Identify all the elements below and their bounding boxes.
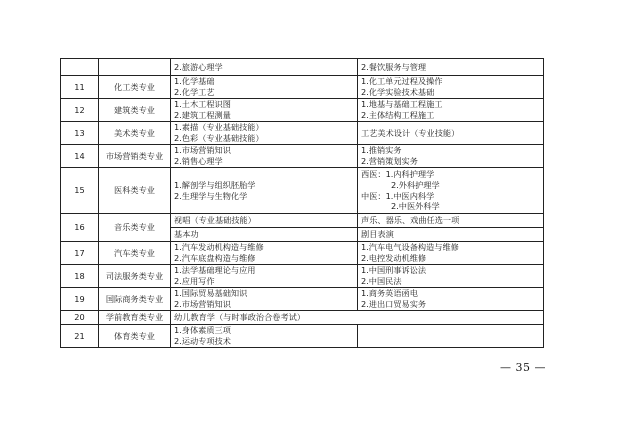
skill-subjects-cell (358, 265, 544, 288)
basic-subjects-cell (171, 168, 358, 214)
skill-subjects-cell (358, 288, 544, 311)
row-number: 18 (61, 265, 99, 288)
skill-subject: 2.餐饮服务与管理 (361, 61, 427, 72)
major-name: 体育类专业 (99, 325, 171, 348)
basic-subject: 1.素描（专业基础技能） (174, 122, 264, 133)
skill-subjects-cell (358, 122, 544, 145)
basic-subjects-cell (171, 122, 358, 145)
table-row (61, 214, 544, 228)
basic-subject: 1.化学基础 (174, 76, 215, 87)
exam-subjects-table (60, 58, 544, 348)
skill-subject: 中医：1.中医内科学 (361, 190, 435, 201)
major-name: 音乐类专业 (99, 214, 171, 242)
major-name (99, 59, 171, 76)
skill-subject: 1.中国刑事诉讼法 (361, 265, 427, 276)
table-row (61, 59, 544, 76)
table-row (61, 242, 544, 265)
basic-subjects-cell (171, 265, 358, 288)
skill-subject: 2.外科护理学 (391, 179, 440, 190)
skill-subject: 2.进出口贸易实务 (361, 299, 427, 309)
table-row (61, 145, 544, 168)
skill-subject: 1.汽车电气设备构造与维修 (361, 242, 459, 253)
skill-subject: 2.中医外科学 (391, 201, 440, 212)
basic-subject: 2.汽车底盘构造与维修 (174, 253, 256, 263)
row-number: 16 (61, 214, 99, 242)
table-row (61, 122, 544, 145)
row-number: 20 (61, 311, 99, 325)
major-name: 医科类专业 (99, 168, 171, 214)
skill-subjects-cell: 声乐、器乐、戏曲任选一项 (358, 214, 544, 228)
skill-subjects-cell (358, 242, 544, 265)
table-row (61, 99, 544, 122)
row-number: 13 (61, 122, 99, 145)
row-number: 19 (61, 288, 99, 311)
major-name: 学前教育类专业 (99, 311, 171, 325)
skill-subject: 2.主体结构工程施工 (361, 110, 435, 120)
table-row (61, 311, 544, 325)
basic-subjects-cell (171, 325, 358, 348)
row-number: 17 (61, 242, 99, 265)
major-name: 美术类专业 (99, 122, 171, 145)
basic-subjects-cell: 基本功 (171, 228, 358, 242)
major-name: 市场营销类专业 (99, 145, 171, 168)
basic-subject: 2.生理学与生物化学 (174, 190, 248, 201)
skill-subjects-cell (358, 145, 544, 168)
major-name: 司法服务类专业 (99, 265, 171, 288)
row-number: 11 (61, 76, 99, 99)
basic-subjects-cell (171, 145, 358, 168)
row-number: 12 (61, 99, 99, 122)
skill-subject: 西医：1.内科护理学 (361, 169, 435, 180)
skill-subjects-cell: 剧目表演 (358, 228, 544, 242)
basic-subject: 1.身体素质三项 (174, 325, 231, 336)
skill-subject: 1.化工单元过程及操作 (361, 76, 443, 87)
skill-subjects-cell (358, 76, 544, 99)
skill-subject: 2.电控发动机维修 (361, 253, 427, 263)
skill-subject: 2.化学实验技术基础 (361, 87, 435, 97)
major-name: 化工类专业 (99, 76, 171, 99)
basic-subjects-cell (171, 99, 358, 122)
major-name: 汽车类专业 (99, 242, 171, 265)
basic-subject: 1.汽车发动机构造与维修 (174, 242, 264, 253)
row-number (61, 59, 99, 76)
basic-subjects-cell (171, 59, 358, 76)
basic-subjects-cell (171, 288, 358, 311)
table-row (61, 168, 544, 214)
basic-subject: 1.国际贸易基础知识 (174, 288, 248, 299)
major-name: 国际商务类专业 (99, 288, 171, 311)
skill-subject: 2.中国民法 (361, 276, 402, 286)
basic-subject: 2.市场营销知识 (174, 299, 231, 309)
table-row (61, 325, 544, 348)
merged-subjects-cell: 幼儿教育学（与时事政治合卷考试） (171, 311, 544, 325)
row-number: 15 (61, 168, 99, 214)
basic-subject: 2.应用写作 (174, 276, 215, 286)
basic-subject: 1.解剖学与组织胚胎学 (174, 179, 256, 190)
skill-subject: 1.商务英语函电 (361, 288, 418, 299)
skill-subjects-cell (358, 99, 544, 122)
major-name: 建筑类专业 (99, 99, 171, 122)
row-number: 21 (61, 325, 99, 348)
basic-subject: 2.旅游心理学 (174, 61, 223, 72)
skill-subject: 工艺美术设计（专业技能） (361, 127, 460, 138)
basic-subjects-cell: 视唱（专业基础技能） (171, 214, 358, 228)
basic-subject: 1.土木工程识图 (174, 99, 231, 110)
skill-subjects-cell (358, 325, 544, 348)
skill-subject: 1.地基与基础工程施工 (361, 99, 443, 110)
basic-subject: 2.建筑工程测量 (174, 110, 231, 120)
basic-subject: 1.法学基础理论与应用 (174, 265, 256, 276)
skill-subject: 2.营销策划实务 (361, 156, 418, 166)
basic-subject: 1.市场营销知识 (174, 145, 231, 156)
table-row (61, 76, 544, 99)
basic-subject: 2.销售心理学 (174, 156, 223, 166)
basic-subject: 2.色彩（专业基础技能） (174, 133, 264, 143)
page-number: — 35 — (500, 361, 546, 374)
basic-subjects-cell (171, 242, 358, 265)
basic-subject: 2.化学工艺 (174, 87, 215, 97)
skill-subjects-cell (358, 59, 544, 76)
row-number: 14 (61, 145, 99, 168)
basic-subject: 2.运动专项技术 (174, 336, 231, 346)
table-row (61, 288, 544, 311)
basic-subjects-cell (171, 76, 358, 99)
skill-subject: 1.推销实务 (361, 145, 402, 156)
skill-subjects-cell (358, 168, 544, 214)
table-row (61, 265, 544, 288)
